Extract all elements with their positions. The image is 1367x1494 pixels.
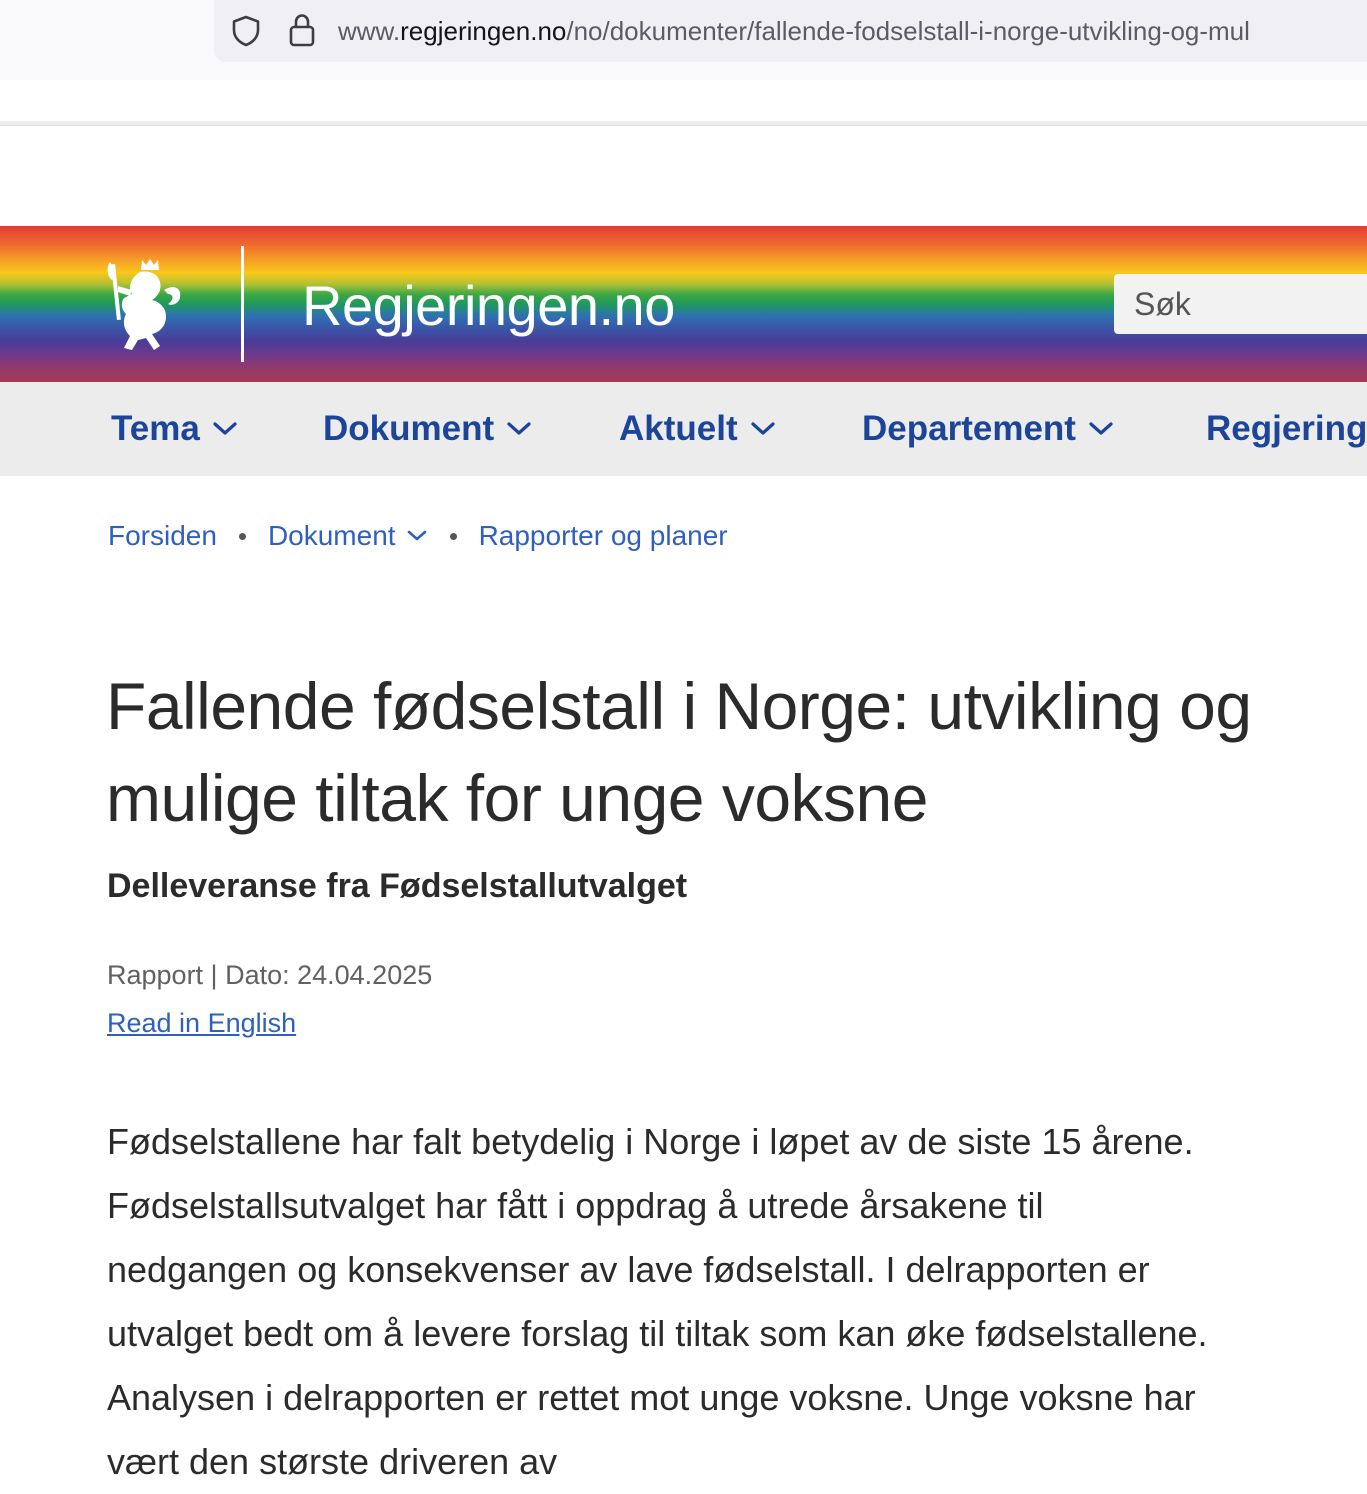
url-path: /no/dokumenter/fallende-fodselstall-i-norge-utvikling-og-mul xyxy=(566,16,1250,46)
breadcrumb-separator xyxy=(450,533,457,540)
article-lead: Fødselstallene har falt betydelig i Norge i løpet av de siste 15 årene. Fødselstallsutvalget har fått i oppdrag å utrede årsakene til nedgangen og konsekvenser av lave fødselstall. I delrapporten er utvalget bedt om å levere forslag til tiltak som kan øke fødselstallene. Analysen i delrapporten er rettet mot unge voksne. Unge voksne har vært den største driveren av xyxy=(107,1121,1208,1482)
nav-item-dokument[interactable] xyxy=(323,382,532,476)
breadcrumb-label: Forsiden xyxy=(108,520,217,551)
url-host: regjeringen.no xyxy=(400,16,567,46)
nav-item-aktuelt[interactable] xyxy=(619,382,776,476)
browser-toolbar xyxy=(0,0,1367,80)
url-prefix: www. xyxy=(338,16,401,46)
page-title: Fallende fødselstall i Norge: utvikling og mulige tiltak for unge voksne xyxy=(106,669,1252,835)
breadcrumb-item-rapporter[interactable] xyxy=(479,520,728,552)
page-subtitle: Delleveranse fra Fødselstallutvalget xyxy=(107,867,688,905)
chevron-down-icon xyxy=(750,421,776,437)
site-header xyxy=(0,226,1367,382)
breadcrumb-label: Rapporter og planer xyxy=(478,520,728,551)
read-in-english-link[interactable]: Read in English xyxy=(107,1008,297,1038)
toolbar-divider xyxy=(0,121,1367,126)
header-separator xyxy=(241,246,244,362)
breadcrumb-item-dokument[interactable] xyxy=(268,520,428,552)
nav-item-tema[interactable] xyxy=(111,382,238,476)
document-meta: Rapport | Dato: 24.04.2025 xyxy=(107,960,433,990)
main-navigation xyxy=(0,382,1367,476)
nav-item-label: Dokument xyxy=(323,409,495,448)
search-input[interactable] xyxy=(1114,274,1367,334)
nav-item-label: Regjering xyxy=(1206,409,1367,448)
chevron-down-icon xyxy=(1088,421,1114,437)
chevron-down-icon xyxy=(506,421,532,437)
nav-item-label: Tema xyxy=(111,409,200,448)
nav-item-departement[interactable] xyxy=(862,382,1114,476)
site-title[interactable]: Regjeringen.no xyxy=(302,274,675,337)
nav-item-label: Departement xyxy=(862,409,1076,448)
nav-item-regjering[interactable] xyxy=(1206,382,1367,476)
breadcrumb-label: Dokument xyxy=(267,520,396,551)
nav-item-label: Aktuelt xyxy=(619,409,738,448)
breadcrumb-separator xyxy=(239,533,246,540)
shield-icon[interactable] xyxy=(230,14,262,48)
breadcrumb xyxy=(108,514,728,558)
url-text[interactable] xyxy=(338,14,1250,48)
chevron-down-icon xyxy=(406,529,428,543)
breadcrumb-item-forsiden[interactable] xyxy=(108,520,217,552)
coat-of-arms-lion-icon[interactable] xyxy=(104,256,186,354)
lock-icon[interactable] xyxy=(286,12,318,48)
chevron-down-icon xyxy=(212,421,238,437)
